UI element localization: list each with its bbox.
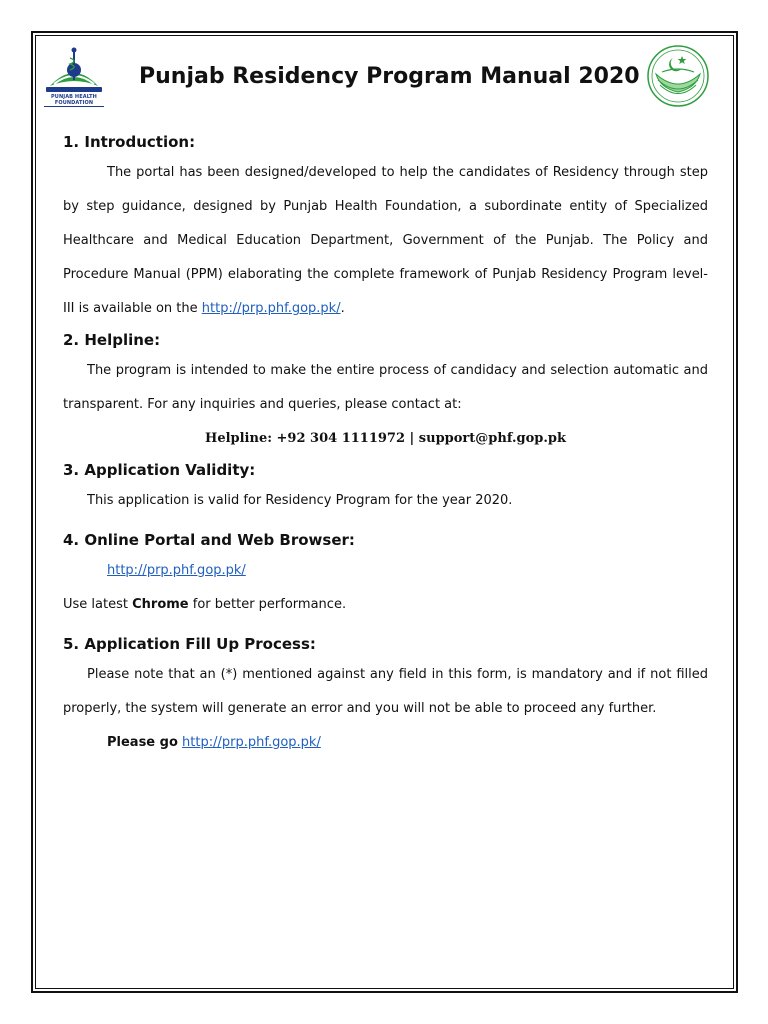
introduction-text: The portal has been designed/developed to help the candidates of Residency through step by step guidance, designed by Punjab Health Foundation, a subordinate entity of Specialized Healthcare and Medical Education Department, Government of the Punjab. The Policy and Procedure Manual (PPM) elaborating the complete framework of Punjab Residency Program level-III is available on the — [63, 165, 708, 316]
logo-caption-1: PUNJAB HEALTH — [51, 94, 97, 100]
browser-name: Chrome — [132, 597, 189, 612]
portal-link[interactable]: http://prp.phf.gop.pk/ — [107, 563, 246, 578]
section-heading-process: 5. Application Fill Up Process: — [63, 635, 316, 653]
page-title: Punjab Residency Program Manual 2020 — [139, 64, 640, 89]
please-go-line — [63, 726, 708, 760]
browser-text-before: Use latest — [63, 597, 133, 612]
phf-emblem-icon — [44, 46, 104, 94]
browser-text-after: for better performance. — [188, 597, 347, 612]
helpline-paragraph: The program is intended to make the entire process of candidacy and selection automatic and transparent. For any inquiries and queries, please contact at: — [63, 363, 708, 412]
process-paragraph: Please note that an (*) mentioned against any field in this form, is mandatory and if not filled properly, the system will generate an error and you will not be able to proceed any further. — [63, 667, 708, 716]
introduction-period: . — [340, 301, 345, 316]
section-heading-helpline: 2. Helpline: — [63, 331, 161, 349]
introduction-paragraph — [63, 156, 708, 326]
validity-paragraph: This application is valid for Residency Program for the year 2020. — [87, 493, 513, 508]
introduction-portal-link[interactable]: http://prp.phf.gop.pk/ — [201, 301, 341, 316]
section-heading-validity: 3. Application Validity: — [63, 461, 256, 479]
document-header — [44, 44, 724, 116]
punjab-health-foundation-logo — [44, 46, 104, 108]
helpline-contact: Helpline: +92 304 1111972 | support@phf.gop.pk — [205, 431, 566, 446]
portal-link-line — [63, 554, 708, 588]
process-portal-link[interactable]: http://prp.phf.gop.pk/ — [182, 735, 321, 750]
browser-recommendation — [63, 588, 708, 622]
logo-caption-2: FOUNDATION — [44, 100, 104, 107]
section-heading-introduction: 1. Introduction: — [63, 133, 196, 151]
punjab-emblem-icon — [646, 44, 710, 108]
government-of-punjab-emblem — [646, 44, 710, 108]
section-heading-portal: 4. Online Portal and Web Browser: — [63, 531, 355, 549]
document-body — [63, 128, 708, 760]
please-go-label: Please go — [107, 735, 178, 750]
